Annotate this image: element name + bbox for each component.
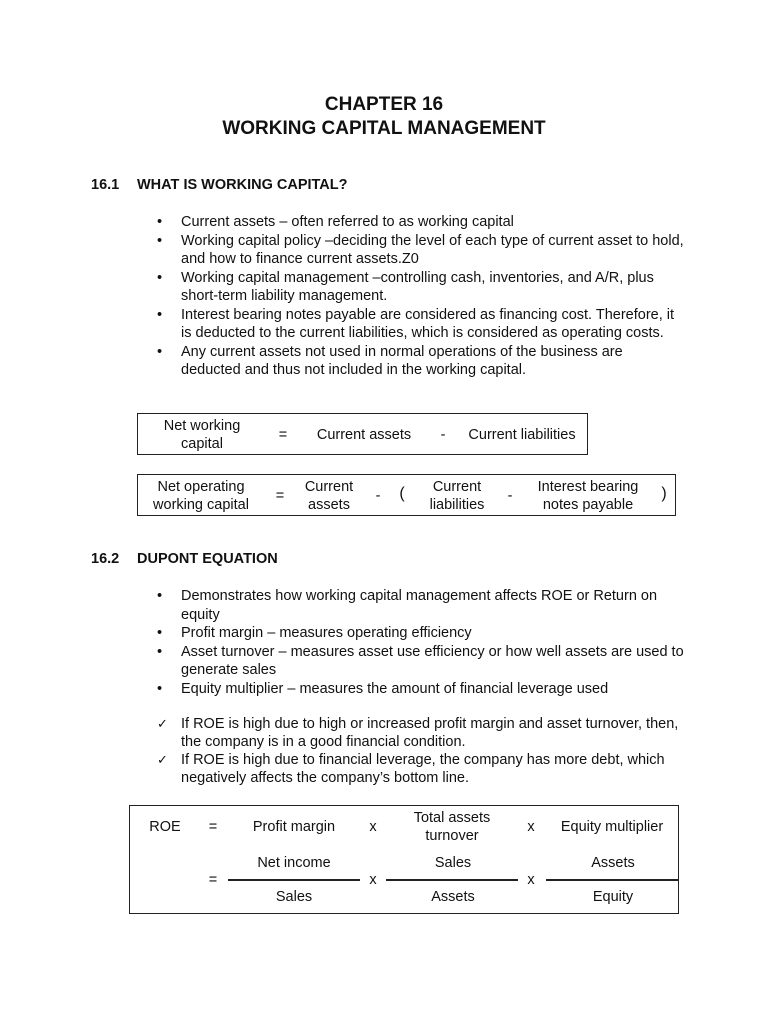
minus-sign: - [440,427,446,443]
current-liabilities-line1: Current [432,479,482,495]
multiply-sign: x [369,872,377,888]
nwc-label-line2: capital [181,436,223,452]
net-operating-working-capital-formula [137,474,676,516]
interest-bearing-line1: Interest bearing [537,479,639,495]
list-item: • Equity multiplier – measures the amount of financial leverage used [155,680,685,699]
total-assets-turnover-line1: Total assets [413,810,491,826]
close-parenthesis: ) [661,485,667,502]
equals-sign: = [275,488,285,504]
current-assets-term: Current assets [316,427,412,443]
list-item: • Interest bearing notes payable are considered as financing cost. Therefore, it is deducted to the current liabilities, which is considered as operating costs. [155,306,685,343]
minus-sign: - [375,488,381,504]
net-working-capital-formula [137,413,588,455]
nowc-label-line1: Net operating [157,479,245,495]
equity-multiplier-term: Equity multiplier [560,819,664,835]
roe-label: ROE [149,819,181,835]
section-title: WHAT IS WORKING CAPITAL? [137,177,348,193]
current-assets-line1: Current [304,479,354,495]
dupont-equation-box [129,805,679,914]
list-item: • Working capital policy –deciding the level of each type of current asset to hold, and how to finance current assets.Z0 [155,232,685,269]
list-item [155,751,685,787]
nwc-label-line1: Net working [163,418,241,434]
net-income-numerator: Net income [257,855,331,871]
list-item: • Asset turnover – measures asset use efficiency or how well assets are used to generate sales [155,643,685,680]
profit-margin-term: Profit margin [252,819,336,835]
total-assets-turnover-line2: turnover [425,828,479,844]
list-item: • Current assets – often referred to as working capital [155,213,685,232]
minus-sign: - [507,488,513,504]
chapter-number: CHAPTER 16 [324,94,444,115]
section-title: DUPONT EQUATION [137,551,278,567]
list-item: • Any current assets not used in normal operations of the business are deducted and thus not included in the working capital. [155,343,685,380]
equity-denominator: Equity [592,889,634,905]
section-number: 16.2 [91,551,120,567]
current-liabilities-line2: liabilities [429,497,485,513]
check-item-text: If ROE is high due to financial leverage, the company has more debt, which negatively affects the company’s bottom line. [181,752,665,786]
multiply-sign: x [369,819,377,835]
dupont-bullet-list [155,587,685,698]
fraction-bar [546,879,678,881]
equals-sign: = [278,427,288,443]
sales-denominator: Sales [275,889,313,905]
fraction-bar [386,879,518,881]
interest-bearing-line2: notes payable [542,497,634,513]
sales-numerator: Sales [434,855,472,871]
chapter-title: WORKING CAPITAL MANAGEMENT [222,118,546,139]
roe-check-list [155,715,685,787]
section-heading-16-2 [91,551,278,567]
section-number: 16.1 [91,177,120,193]
fraction-bar [228,879,360,881]
current-assets-line2: assets [308,497,350,513]
check-mark-icon: ✓ [157,752,168,767]
open-parenthesis: ( [399,485,405,502]
list-item: • Profit margin – measures operating efficiency [155,624,685,643]
list-item [155,715,685,751]
nowc-label-line2: working capital [153,497,249,513]
assets-numerator: Assets [591,855,635,871]
list-item: • Demonstrates how working capital management affects ROE or Return on equity [155,587,685,624]
assets-denominator: Assets [431,889,475,905]
multiply-sign: x [527,872,535,888]
current-liabilities-term: Current liabilities [468,427,576,443]
check-item-text: If ROE is high due to high or increased profit margin and asset turnover, then, the company is in a good financial condition. [181,716,679,750]
working-capital-bullet-list [155,213,685,380]
list-item: • Working capital management –controlling cash, inventories, and A/R, plus short-term liability management. [155,269,685,306]
check-mark-icon: ✓ [157,716,168,731]
equals-sign: = [208,819,218,835]
multiply-sign: x [527,819,535,835]
section-heading-16-1 [91,177,348,193]
equals-sign: = [208,872,218,888]
